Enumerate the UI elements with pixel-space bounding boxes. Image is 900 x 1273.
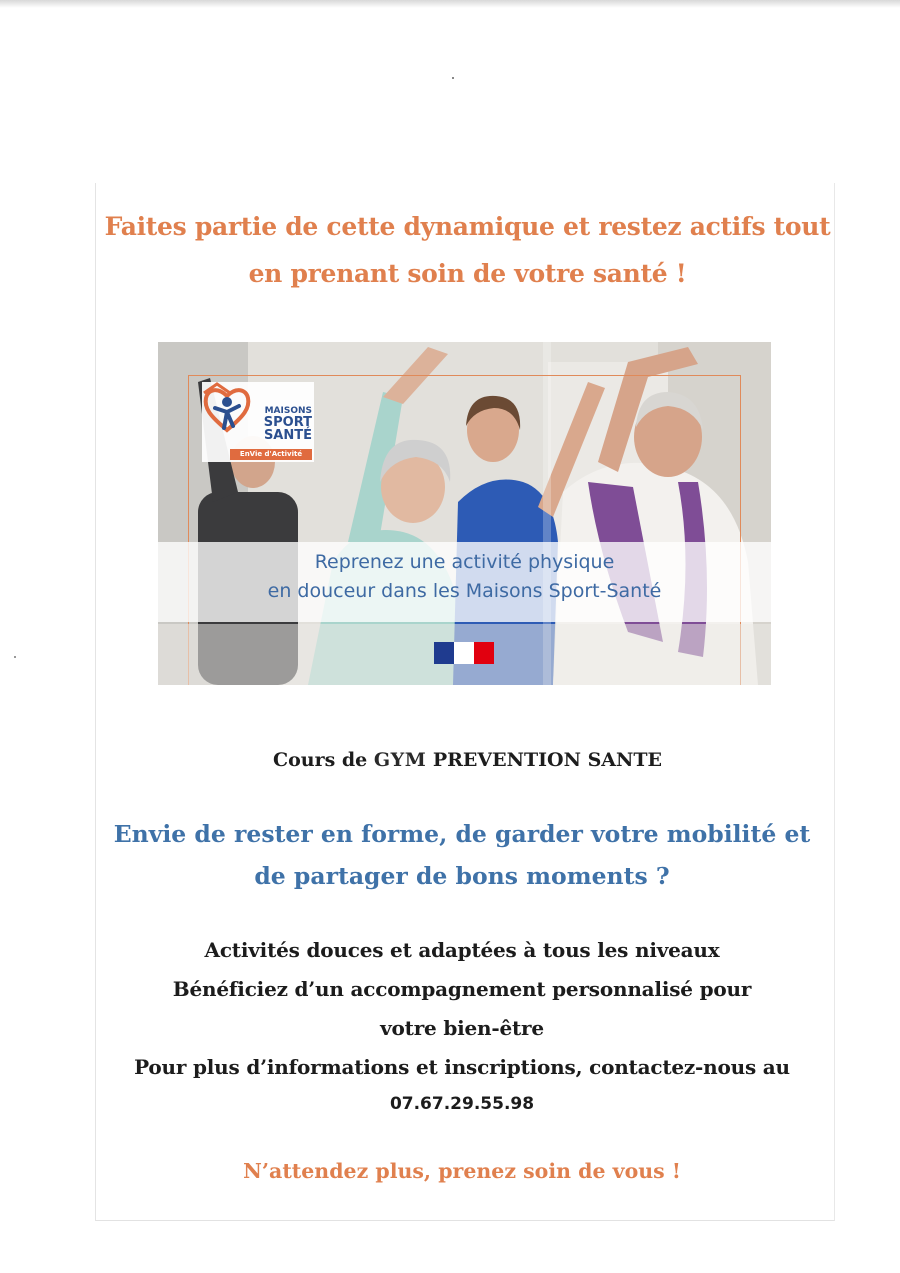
question-line-2: de partager de bons moments ? xyxy=(254,862,670,890)
headline-line-2: en prenant soin de votre santé ! xyxy=(248,259,687,288)
logo-ribbon: EnVie d'Activité xyxy=(230,449,312,460)
body-text xyxy=(100,931,824,1087)
headline-line-1: Faites partie de cette dynamique et restez actifs tout xyxy=(104,212,831,241)
logo-line-1: MAISONS xyxy=(264,406,312,416)
course-title-prefix: Cours de xyxy=(272,749,368,771)
body-line-2: Bénéficiez d’un accompagnement personnalisé pour xyxy=(172,977,752,1001)
question-text xyxy=(100,813,824,897)
logo-line-2: SPORT xyxy=(263,415,312,430)
course-title-gym: GYM xyxy=(373,749,427,771)
scan-speck xyxy=(14,656,16,658)
banner-caption-line-2: en douceur dans les Maisons Sport-Santé xyxy=(267,580,662,602)
logo-wordmark xyxy=(254,406,312,442)
logo-line-3: SANTÉ xyxy=(263,428,312,443)
heart-figure-icon xyxy=(202,382,252,438)
body-line-1: Activités douces et adaptées à tous les niveaux xyxy=(204,938,720,962)
question-line-1: Envie de rester en forme, de garder votre mobilité et xyxy=(113,820,811,848)
body-line-3: votre bien-être xyxy=(380,1016,544,1040)
banner-image xyxy=(158,342,771,685)
course-title-suffix: PREVENTION SANTE xyxy=(432,749,663,771)
body-line-4: Pour plus d’informations et inscriptions, contactez-nous au xyxy=(134,1055,790,1079)
republique-francaise-logo xyxy=(434,642,494,664)
scan-edge xyxy=(0,0,900,8)
course-title xyxy=(100,745,835,775)
headline xyxy=(100,203,835,297)
phone-number: 07.67.29.55.98 xyxy=(389,1094,535,1114)
maisons-sport-sante-logo xyxy=(202,382,314,462)
scan-speck xyxy=(452,77,454,79)
banner-caption xyxy=(158,548,771,606)
closing-text: N’attendez plus, prenez soin de vous ! xyxy=(243,1159,681,1183)
banner-caption-line-1: Reprenez une activité physique xyxy=(314,551,615,573)
